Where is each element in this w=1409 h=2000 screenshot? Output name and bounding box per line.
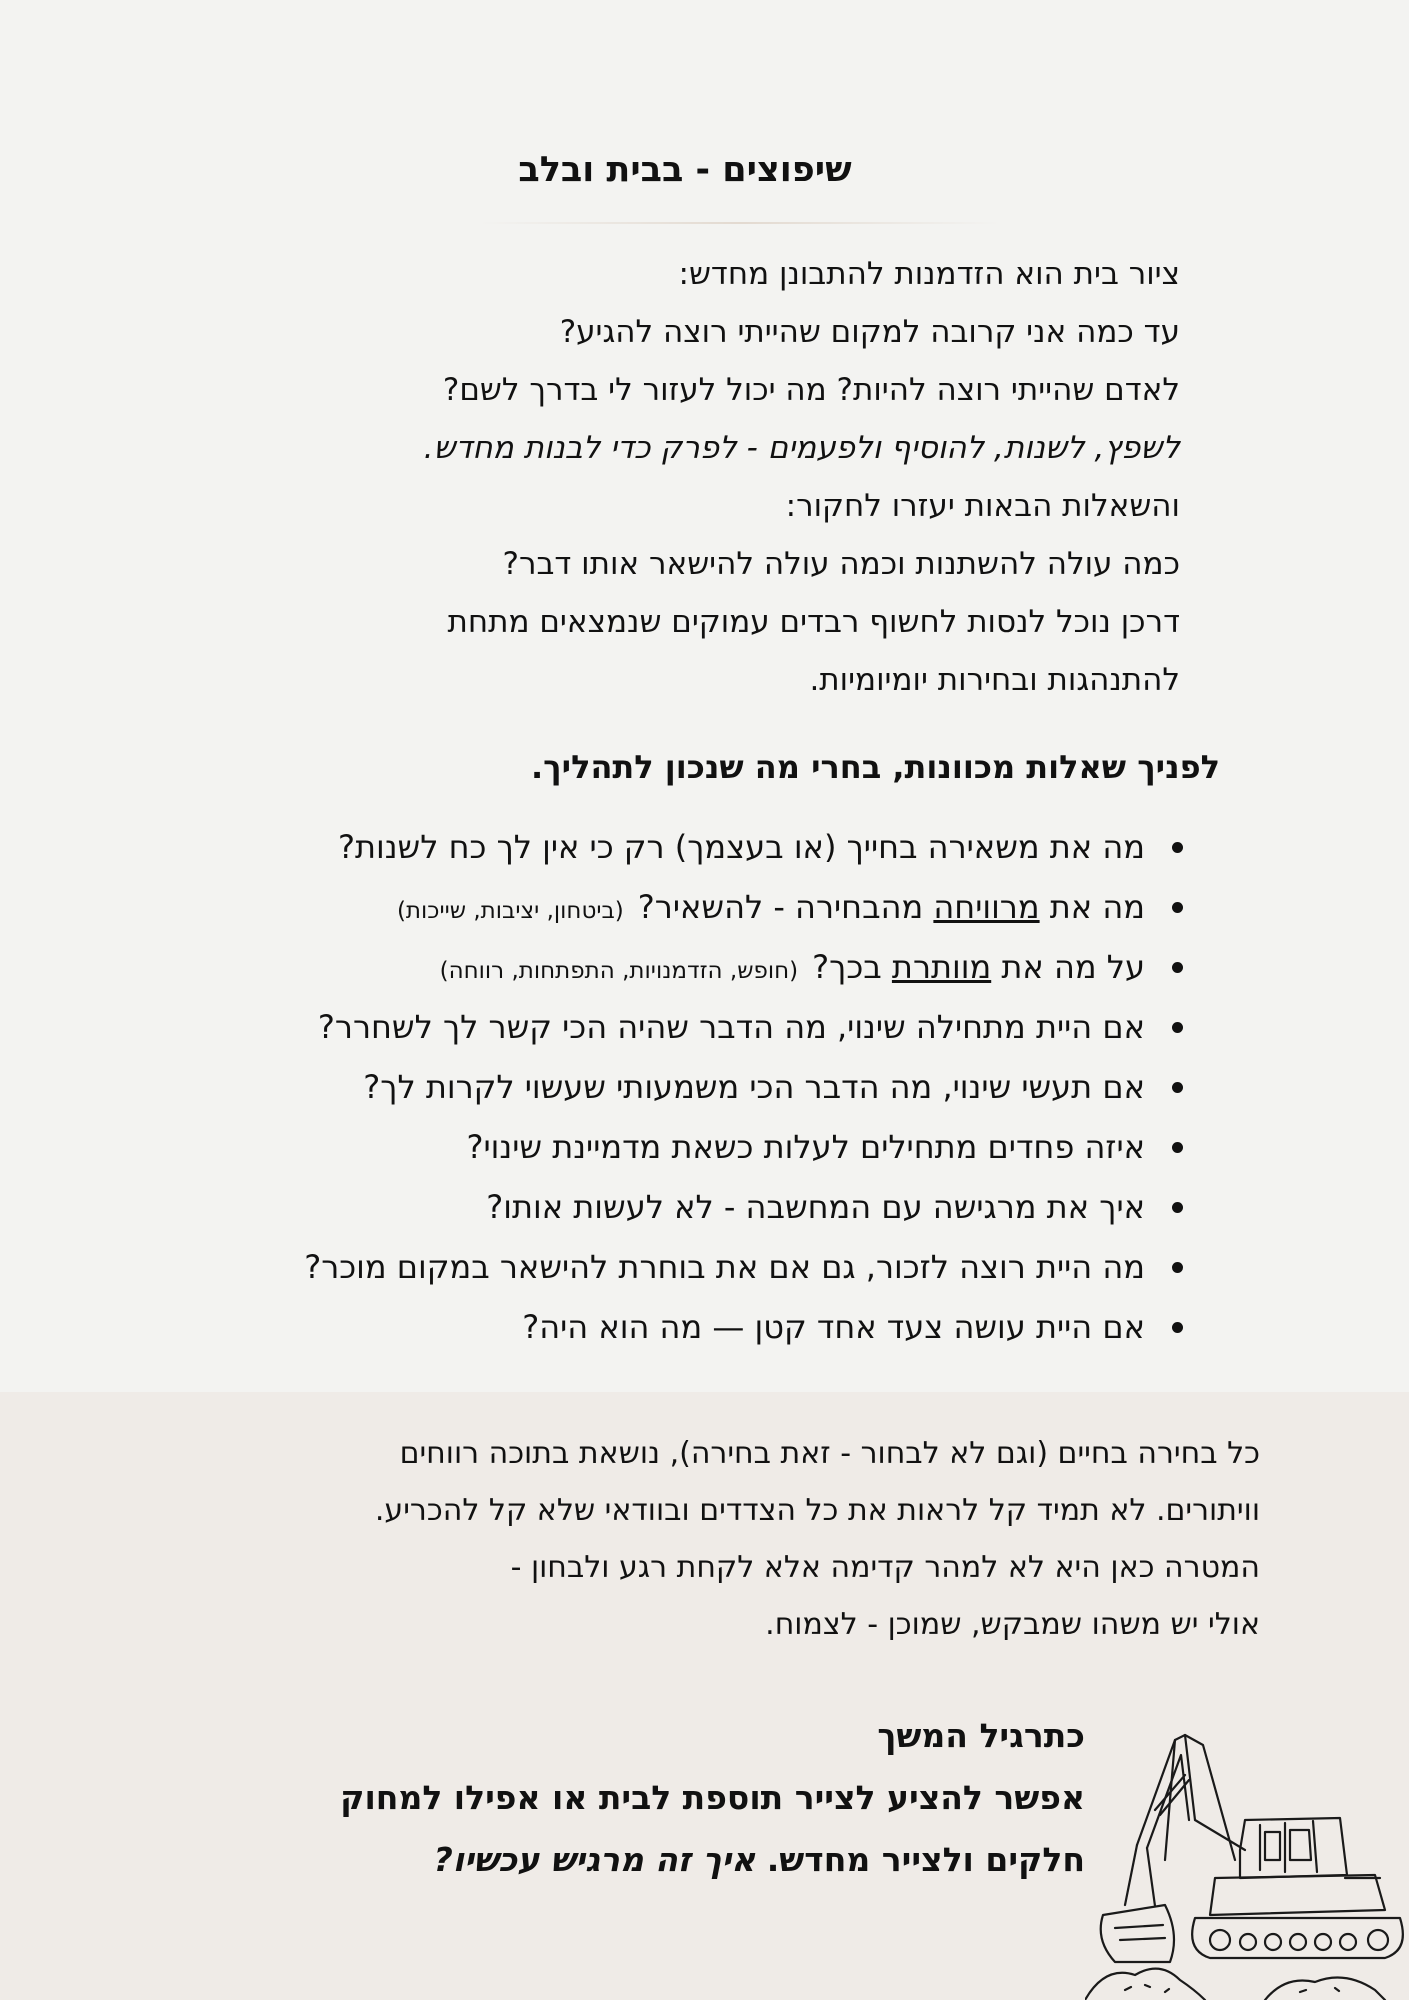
question-item <box>120 997 1195 1057</box>
page-title: שיפוצים - בבית ובלב <box>518 150 852 190</box>
question-text: אם היית מתחילה שינוי, מה הדבר שהיה הכי קשר לך לשחרר? <box>317 1008 1145 1046</box>
question-item <box>120 1177 1195 1237</box>
question-item <box>120 1057 1195 1117</box>
exercise-block <box>130 1705 1085 1891</box>
intro-line: להתנהגות ובחירות יומיומיות. <box>809 662 1180 698</box>
question-text: מה היית רוצה לזכור, גם אם את בוחרת להישאר במקום מוכר? <box>304 1248 1145 1286</box>
question-text: איזה פחדים מתחילים לעלות כשאת מדמיינת שינוי? <box>466 1128 1145 1166</box>
question-item <box>120 937 1195 997</box>
question-underlined-word: מרוויחה <box>933 888 1040 926</box>
closing-line: כל בחירה בחיים (וגם לא לבחור - זאת בחירה), נושאת בתוכה רווחים <box>399 1436 1260 1471</box>
exercise-text: חלקים ולצייר מחדש. <box>755 1840 1085 1879</box>
intro-line: והשאלות הבאות יעזרו לחקור: <box>785 488 1180 524</box>
title-divider <box>480 222 1000 224</box>
question-text: איך את מרגישה עם המחשבה - לא לעשות אותו? <box>486 1188 1145 1226</box>
exercise-question: איך זה מרגיש עכשיו? <box>433 1840 756 1879</box>
intro-line: דרכן נוכל לנסות לחשוף רבדים עמוקים שנמצאים מתחת <box>447 604 1180 640</box>
exercise-line: אפשר להציע לצייר תוספת לבית או אפילו למחוק <box>340 1778 1085 1817</box>
question-text: אם תעשי שינוי, מה הדבר הכי משמעותי שעשוי לקרות לך? <box>363 1068 1145 1106</box>
question-text: על מה את <box>991 948 1145 986</box>
question-item <box>120 1297 1195 1357</box>
closing-paragraph <box>130 1425 1260 1653</box>
intro-line-italic: לשפץ, לשנות, להוסיף ולפעמים - לפרק כדי לבנות מחדש. <box>423 430 1180 466</box>
question-text: מה את <box>1039 888 1145 926</box>
closing-line: המטרה כאן היא לא למהר קדימה אלא לקחת רגע ולבחון - <box>510 1550 1260 1585</box>
questions-list <box>120 817 1195 1357</box>
exercise-heading: כתרגיל המשך <box>877 1716 1085 1755</box>
question-item <box>120 1117 1195 1177</box>
closing-line: אולי יש משהו שמבקש, שמוכן - לצמוח. <box>765 1607 1260 1642</box>
question-item <box>120 817 1195 877</box>
excavator-icon <box>1085 1700 1409 2000</box>
intro-line: כמה עולה להשתנות וכמה עולה להישאר אותו דבר? <box>502 546 1180 582</box>
question-text: אם היית עושה צעד אחד קטן — מה הוא היה? <box>522 1308 1145 1346</box>
exercise-line <box>130 1829 1085 1891</box>
question-text: מה את משאירה בחייך (או בעצמך) רק כי אין לך כח לשנות? <box>337 828 1145 866</box>
question-item <box>120 877 1195 937</box>
intro-line: ציור בית הוא הזדמנות להתבונן מחדש: <box>678 256 1180 292</box>
intro-line: עד כמה אני קרובה למקום שהייתי רוצה להגיע? <box>559 314 1180 350</box>
question-note: (חופש, הזדמנויות, התפתחות, רווחה) <box>439 958 799 984</box>
intro-paragraph <box>230 245 1180 709</box>
question-note: (ביטחון, יציבות, שייכות) <box>396 898 624 924</box>
closing-line: וויתורים. לא תמיד קל לראות את כל הצדדים ובוודאי שלא קל להכריע. <box>374 1493 1260 1528</box>
intro-line: לאדם שהייתי רוצה להיות? מה יכול לעזור לי בדרך לשם? <box>442 372 1180 408</box>
question-underlined-word: מוותרת <box>891 948 992 986</box>
question-text: מהבחירה - להשאיר? <box>637 888 934 926</box>
question-item <box>120 1237 1195 1297</box>
questions-heading: לפניך שאלות מכוונות, בחרי מה שנכון לתהליך. <box>531 748 1220 786</box>
question-text: בכך? <box>812 948 892 986</box>
